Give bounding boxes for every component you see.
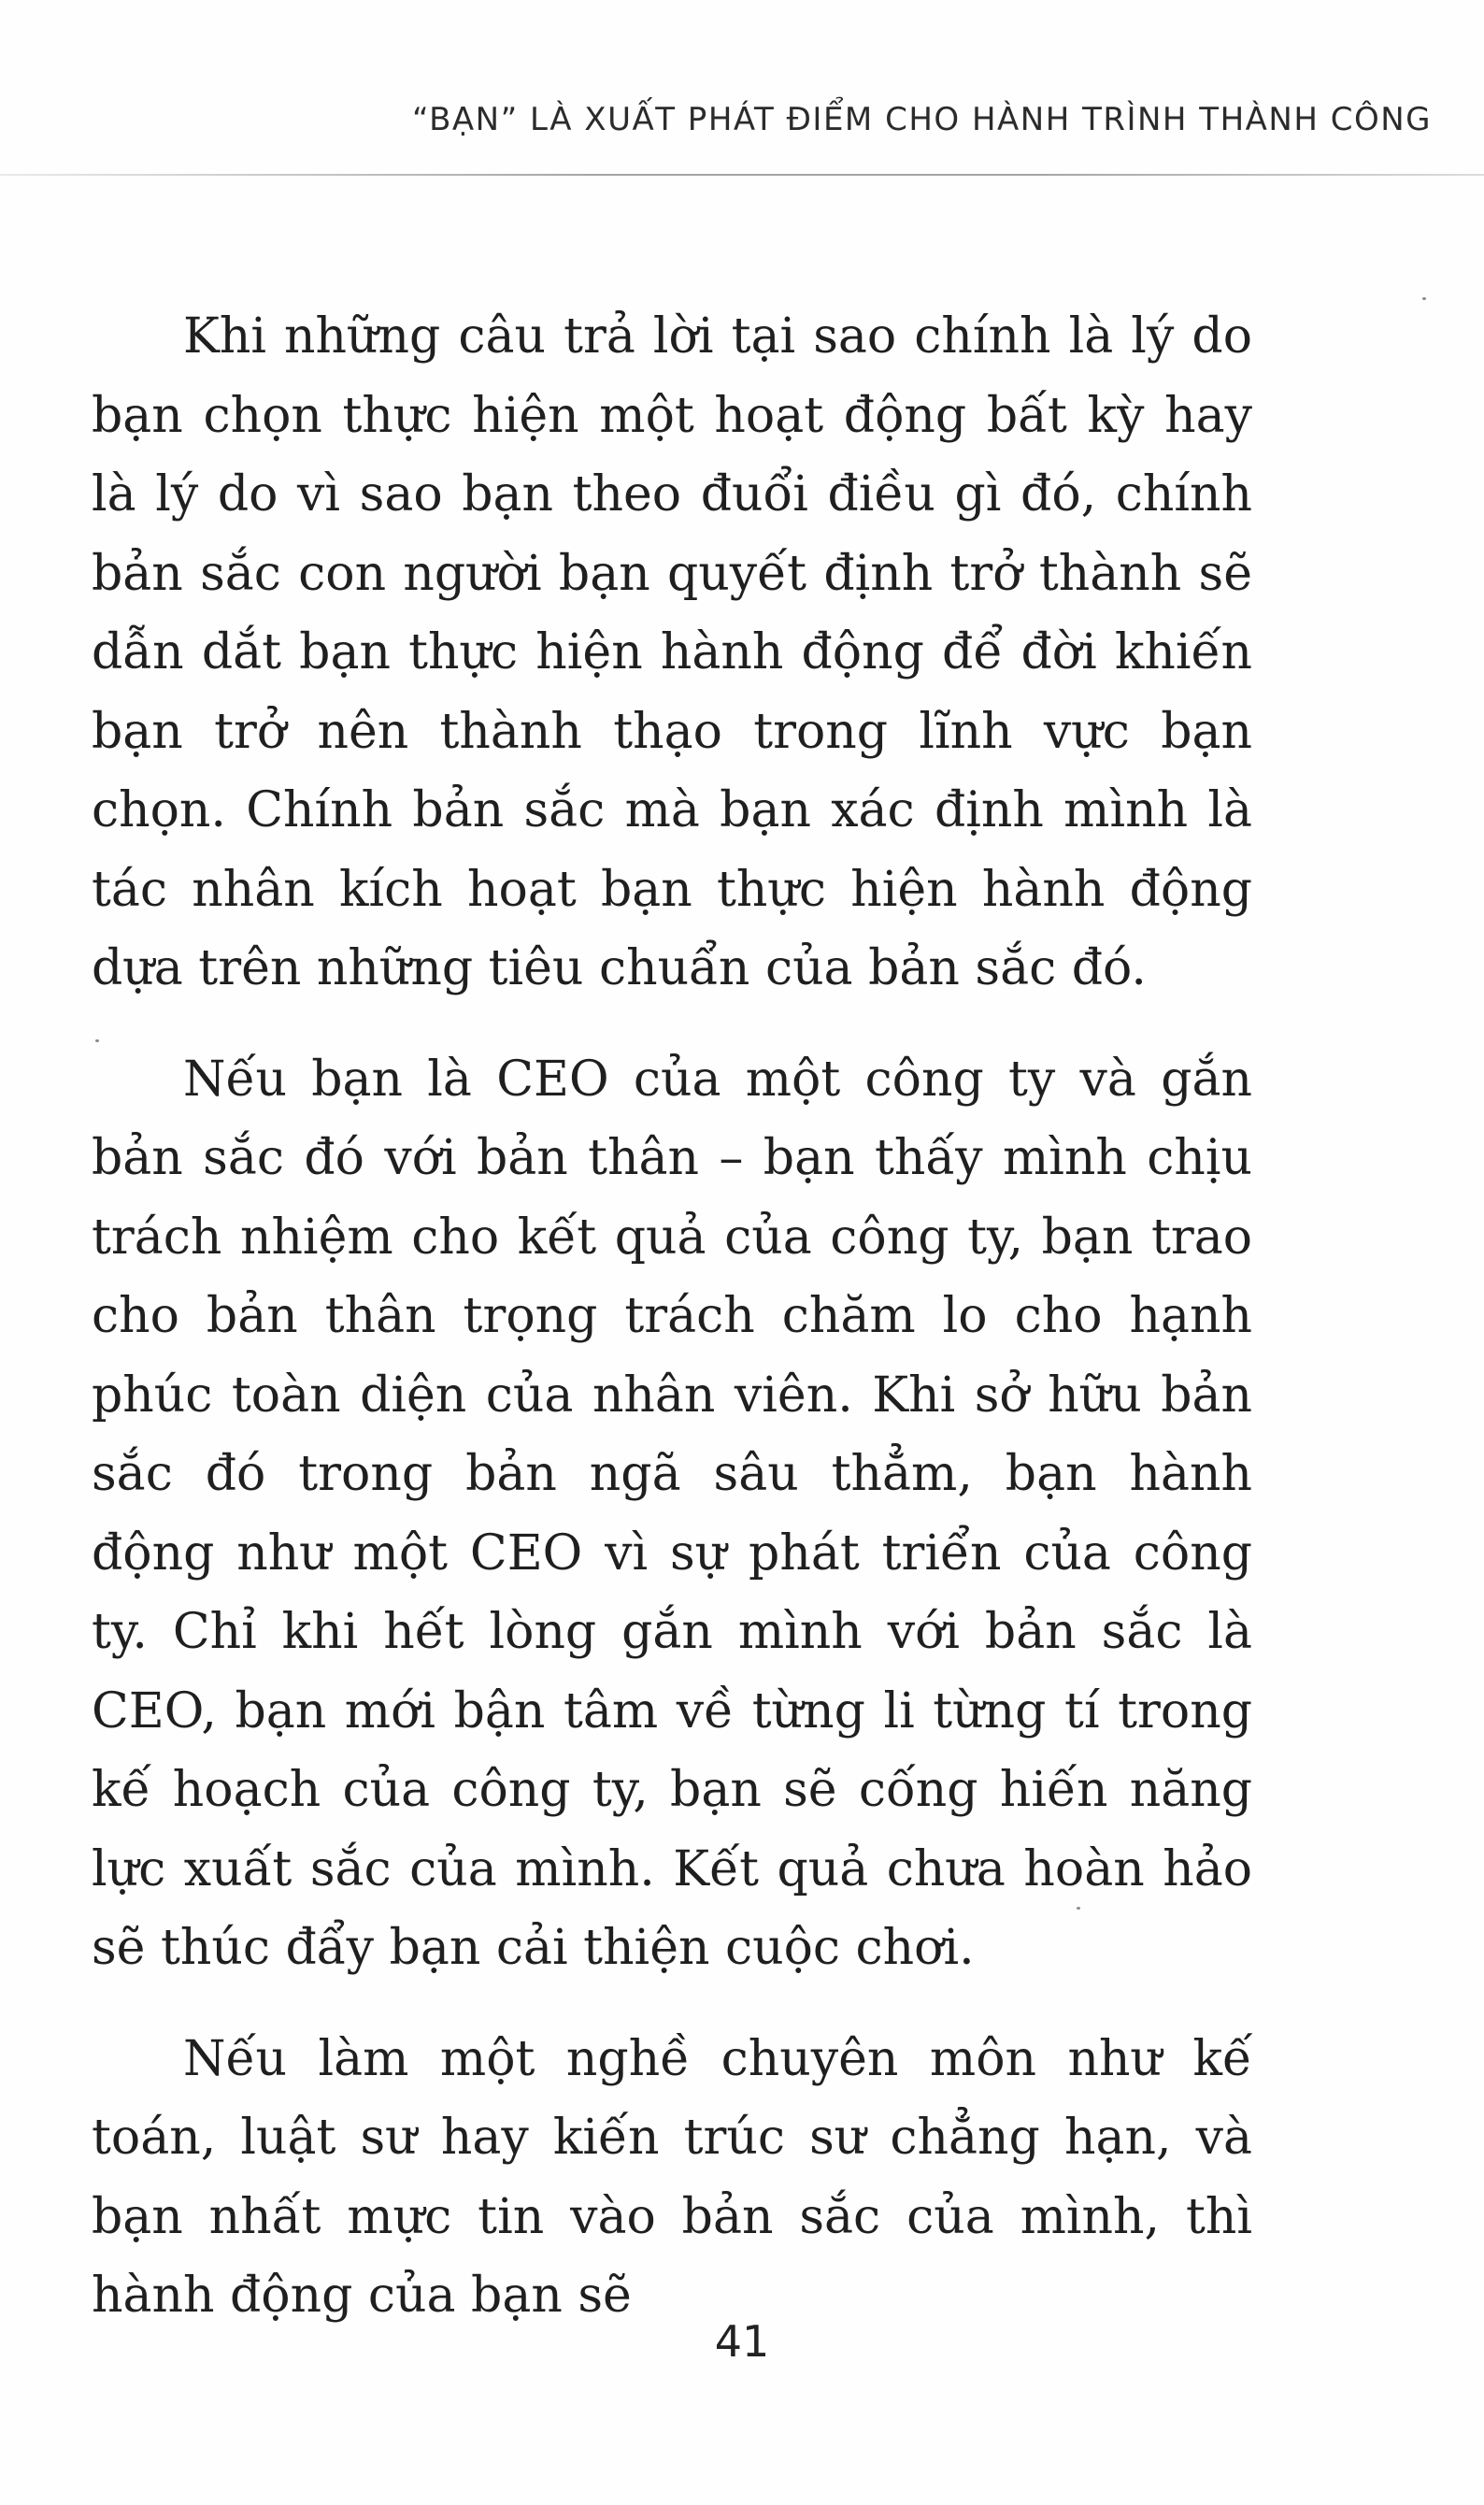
header-rule [0, 174, 1484, 176]
paragraph-2: Nếu bạn là CEO của một công ty và gắn bản sắc đó với bản thân – bạn thấy mình chịu trách nhiệm cho kết quả của công ty, bạn trao cho bản thân trọng trách chăm lo cho hạnh phúc toàn diện của nhân viên. Khi sở hữu bản sắc đó trong bản ngã sâu thẳm, bạn hành động như một CEO vì sự phát triển của công ty. Chỉ khi hết lòng gắn mình với bản sắc là CEO, bạn mới bận tâm về từng li từng tí trong kế hoạch của công ty, bạn sẽ cống hiến năng lực xuất sắc của mình. Kết quả chưa hoàn hảo sẽ thúc đẩy bạn cải thiện cuộc chơi. [92, 1051, 1252, 1976]
body-text [92, 297, 1252, 2336]
paper-speck [95, 1039, 99, 1042]
page-number: 41 [714, 2316, 770, 2367]
running-head: “BẠN” LÀ XUẤT PHÁT ĐIỂM CHO HÀNH TRÌNH THÀNH CÔNG [412, 101, 1432, 138]
paragraph-3: Nếu làm một nghề chuyên môn như kế toán, luật sư hay kiến trúc sư chẳng hạn, và bạn nhất mực tin vào bản sắc của mình, thì hành động của bạn sẽ [92, 2030, 1252, 2324]
paper-speck [1077, 1907, 1080, 1910]
paper-speck [1422, 297, 1426, 300]
paragraph-1: Khi những câu trả lời tại sao chính là lý do bạn chọn thực hiện một hoạt động bất kỳ hay là lý do vì sao bạn theo đuổi điều gì đó, chính bản sắc con người bạn quyết định trở thành sẽ dẫn dắt bạn thực hiện hành động để đời khiến bạn trở nên thành thạo trong lĩnh vực bạn chọn. Chính bản sắc mà bạn xác định mình là tác nhân kích hoạt bạn thực hiện hành động dựa trên những tiêu chuẩn của bản sắc đó. [92, 308, 1252, 996]
